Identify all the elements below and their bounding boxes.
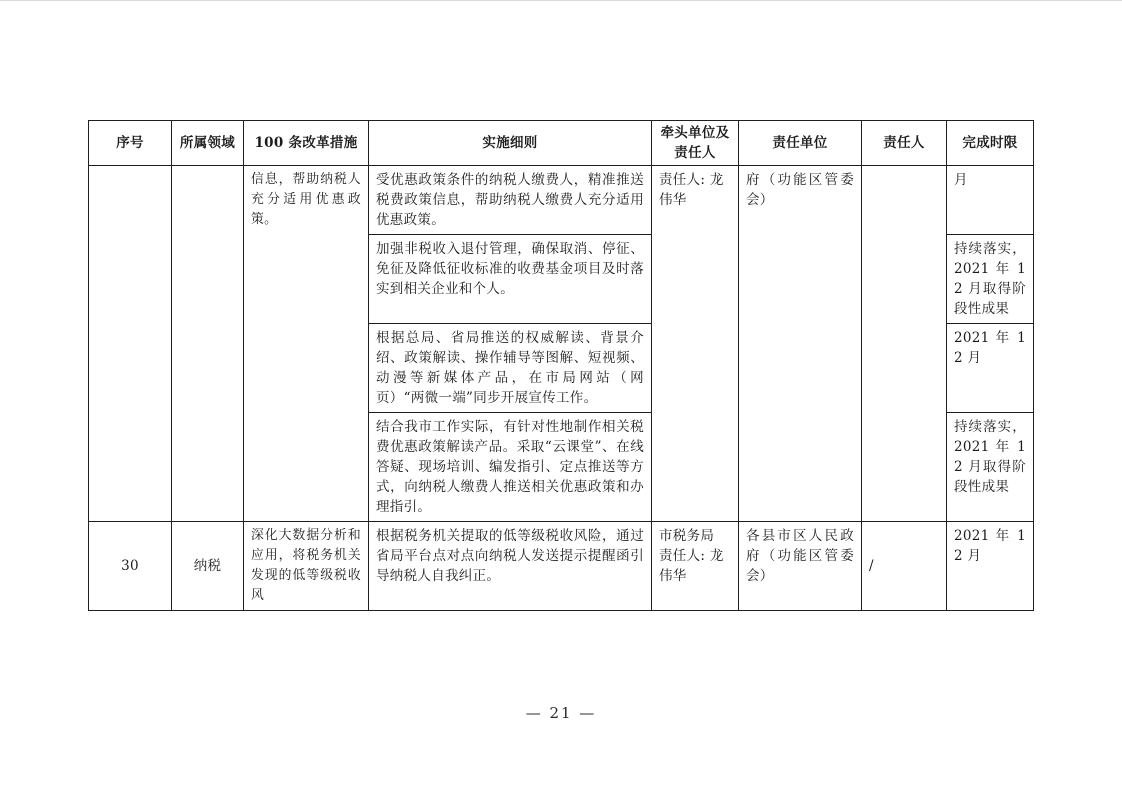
deadline-cell: 2021 年 12 月	[947, 522, 1034, 611]
page-number: — 21 —	[525, 704, 597, 722]
deadline-cell: 持续落实，2021 年 12 月取得阶段性成果	[947, 413, 1034, 522]
table-row-30	[89, 522, 1034, 611]
lead-unit-cell: 责任人: 龙伟华	[652, 166, 739, 522]
lead-unit-org: 市税务局	[659, 528, 715, 544]
header-seq: 序号	[89, 121, 172, 166]
field-cell	[172, 166, 244, 522]
detail-cell: 结合我市工作实际，有针对性地制作相关税费优惠政策解读产品。采取“云课堂”、在线答疑、现场培训、编发指引、定点推送等方式，向纳税人缴费人推送相关优惠政策和办理指引。	[369, 413, 652, 522]
deadline-cell: 月	[947, 166, 1034, 235]
table-row	[89, 166, 1034, 235]
detail-cell: 受优惠政策条件的纳税人缴费人，精准推送税费政策信息，帮助纳税人缴费人充分适用优惠政策。	[369, 166, 652, 235]
measure-cell: 深化大数据分析和应用，将税务机关发现的低等级税收风	[244, 522, 369, 611]
field-cell: 纳税	[172, 522, 244, 611]
table-header-row	[89, 121, 1034, 166]
deadline-cell: 2021 年 12 月	[947, 324, 1034, 413]
reform-measures-table	[88, 120, 1034, 611]
lead-unit-person: 责任人: 龙伟华	[659, 548, 724, 584]
measure-cell: 信息，帮助纳税人充分适用优惠政策。	[244, 166, 369, 522]
header-measures: 100 条改革措施	[244, 121, 369, 166]
responsible-unit-cell: 府（功能区管委会）	[739, 166, 862, 522]
responsible-person-cell	[862, 166, 947, 522]
deadline-cell: 持续落实，2021 年 12 月取得阶段性成果	[947, 235, 1034, 324]
scan-edge-line	[0, 0, 1122, 1]
responsible-person-cell: /	[862, 522, 947, 611]
header-field: 所属领域	[172, 121, 244, 166]
detail-cell: 根据税务机关提取的低等级税收风险，通过省局平台点对点向纳税人发送提示提醒函引导纳税人自我纠正。	[369, 522, 652, 611]
header-deadline: 完成时限	[947, 121, 1034, 166]
responsible-unit-cell: 各县市区人民政府（功能区管委会）	[739, 522, 862, 611]
header-implementation-details: 实施细则	[369, 121, 652, 166]
seq-cell: 30	[89, 522, 172, 611]
header-lead-unit: 牵头单位及责任人	[652, 121, 739, 166]
header-responsible-unit: 责任单位	[739, 121, 862, 166]
header-responsible-person: 责任人	[862, 121, 947, 166]
lead-unit-cell	[652, 522, 739, 611]
detail-cell: 根据总局、省局推送的权威解读、背景介绍、政策解读、操作辅导等图解、短视频、动漫等新媒体产品，在市局网站（网页）“两微一端”同步开展宣传工作。	[369, 324, 652, 413]
seq-cell	[89, 166, 172, 522]
detail-cell: 加强非税收入退付管理，确保取消、停征、免征及降低征收标准的收费基金项目及时落实到相关企业和个人。	[369, 235, 652, 324]
